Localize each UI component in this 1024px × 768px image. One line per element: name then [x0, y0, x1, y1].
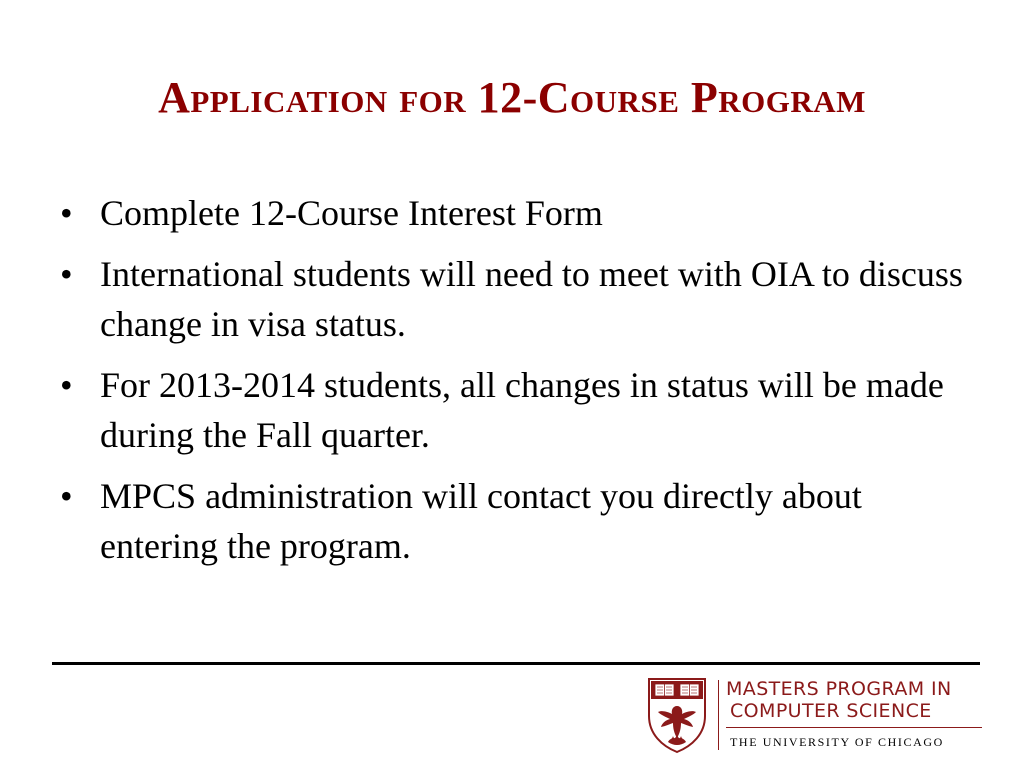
logo-university-name: THE UNIVERSITY OF CHICAGO [730, 735, 944, 749]
bullet-icon: • [60, 254, 73, 294]
bullet-text: For 2013-2014 students, all changes in status will be made during the Fall quarter. [100, 365, 944, 455]
bullet-icon: • [60, 476, 73, 516]
bullet-item [56, 249, 976, 349]
bullet-text: Complete 12-Course Interest Form [100, 193, 603, 233]
footer-divider [52, 662, 980, 665]
slide-title: Application for 12-Course Program [158, 73, 866, 122]
bullet-item [56, 471, 976, 571]
logo-program-subject: COMPUTER SCIENCE [730, 700, 932, 722]
bullet-icon: • [60, 193, 73, 233]
program-logo [646, 676, 984, 754]
bullet-item [56, 188, 976, 238]
logo-program-name: MASTERS PROGRAM IN [726, 678, 952, 700]
logo-horizontal-rule [726, 727, 982, 728]
university-seal-icon [646, 676, 708, 754]
bullet-icon: • [60, 365, 73, 405]
bullet-text: MPCS administration will contact you directly about entering the program. [100, 476, 862, 566]
bullet-list [56, 188, 976, 582]
bullet-item [56, 360, 976, 460]
logo-vertical-rule [718, 680, 719, 750]
bullet-text: International students will need to meet with OIA to discuss change in visa status. [100, 254, 963, 344]
